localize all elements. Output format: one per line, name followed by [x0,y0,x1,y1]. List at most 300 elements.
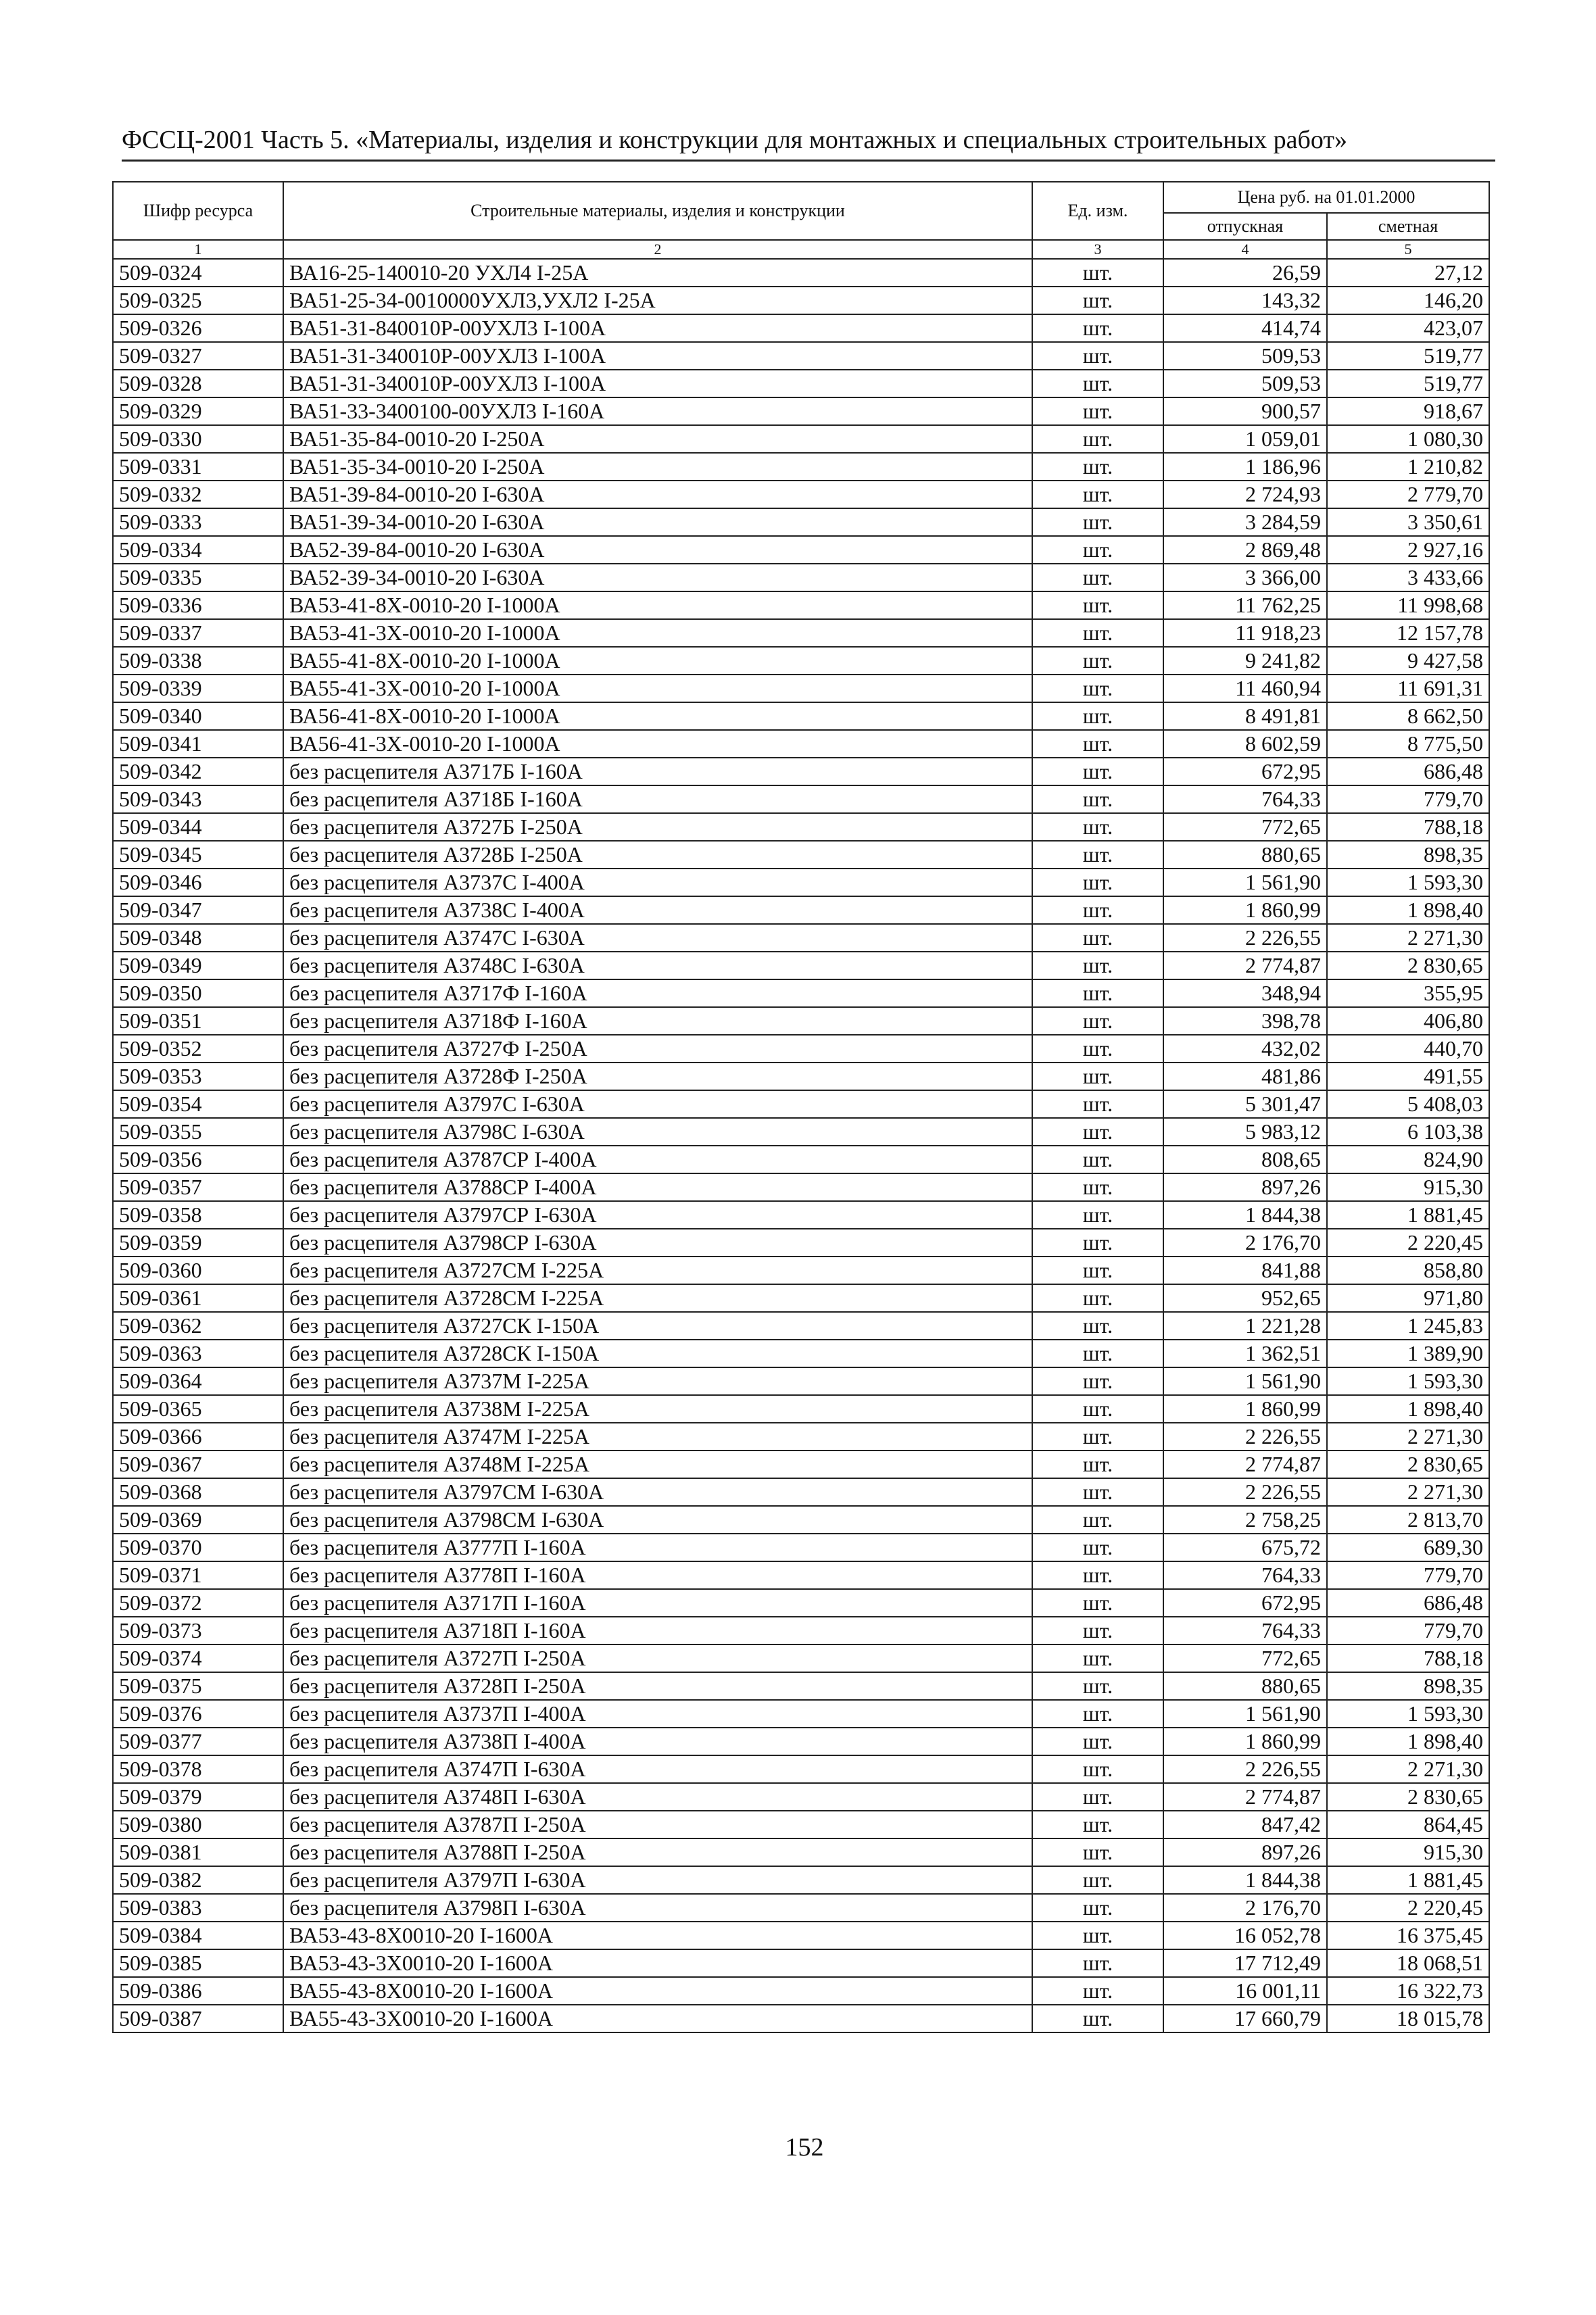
estimate-price-cell: 1 210,82 [1327,453,1489,481]
unit-cell: шт. [1032,758,1163,785]
release-price-cell: 841,88 [1163,1257,1327,1284]
material-name-cell: ВА53-41-3Х-0010-20 I-1000А [283,619,1032,647]
estimate-price-cell: 406,80 [1327,1007,1489,1035]
release-price-cell: 1 221,28 [1163,1312,1327,1340]
material-name-cell: без расцепителя А3778П I-160А [283,1561,1032,1589]
material-name-cell: ВА51-35-84-0010-20 I-250А [283,425,1032,453]
material-name-cell: без расцепителя А3788СР I-400А [283,1173,1032,1201]
release-price-cell: 1 186,96 [1163,453,1327,481]
estimate-price-cell: 2 830,65 [1327,1783,1489,1811]
estimate-price-cell: 1 898,40 [1327,1395,1489,1423]
table-row [113,1949,1489,1977]
resource-code-cell: 509-0371 [113,1561,283,1589]
material-name-cell: без расцепителя А3717Б I-160А [283,758,1032,785]
table-row [113,1977,1489,2005]
estimate-price-cell: 5 408,03 [1327,1090,1489,1118]
release-price-cell: 772,65 [1163,813,1327,841]
resource-code-cell: 509-0372 [113,1589,283,1617]
resource-code-cell: 509-0355 [113,1118,283,1146]
unit-cell: шт. [1032,979,1163,1007]
material-name-cell: без расцепителя А3798СМ I-630А [283,1506,1032,1534]
resource-code-cell: 509-0385 [113,1949,283,1977]
unit-cell: шт. [1032,1395,1163,1423]
table-row [113,259,1489,287]
release-price-cell: 1 844,38 [1163,1201,1327,1229]
release-price-cell: 5 301,47 [1163,1090,1327,1118]
estimate-price-cell: 519,77 [1327,342,1489,370]
table-row [113,1063,1489,1090]
resource-code-cell: 509-0345 [113,841,283,869]
resource-code-cell: 509-0358 [113,1201,283,1229]
table-row [113,1090,1489,1118]
unit-cell: шт. [1032,1949,1163,1977]
release-price-cell: 900,57 [1163,397,1327,425]
material-name-cell: без расцепителя А3797СМ I-630А [283,1478,1032,1506]
table-row [113,1506,1489,1534]
material-name-cell: без расцепителя А3797СР I-630А [283,1201,1032,1229]
estimate-price-cell: 1 593,30 [1327,869,1489,896]
table-row [113,1534,1489,1561]
table-row [113,1284,1489,1312]
material-name-cell: без расцепителя А3718Б I-160А [283,785,1032,813]
estimate-price-cell: 1 593,30 [1327,1367,1489,1395]
resource-code-cell: 509-0331 [113,453,283,481]
resource-code-cell: 509-0374 [113,1644,283,1672]
release-price-cell: 17 712,49 [1163,1949,1327,1977]
table-row [113,481,1489,508]
resource-code-cell: 509-0350 [113,979,283,1007]
material-name-cell: ВА56-41-8Х-0010-20 I-1000А [283,702,1032,730]
resource-code-cell: 509-0344 [113,813,283,841]
header-release-price: отпускная [1163,213,1327,240]
estimate-price-cell: 779,70 [1327,1617,1489,1644]
table-row [113,1257,1489,1284]
material-name-cell: ВА56-41-3Х-0010-20 I-1000А [283,730,1032,758]
unit-cell: шт. [1032,370,1163,397]
resource-code-cell: 509-0376 [113,1700,283,1728]
estimate-price-cell: 971,80 [1327,1284,1489,1312]
resource-code-cell: 509-0365 [113,1395,283,1423]
estimate-price-cell: 2 220,45 [1327,1229,1489,1257]
estimate-price-cell: 18 015,78 [1327,2005,1489,2032]
resource-code-cell: 509-0348 [113,924,283,952]
resource-code-cell: 509-0333 [113,508,283,536]
table-row [113,924,1489,952]
unit-cell: шт. [1032,1451,1163,1478]
resource-code-cell: 509-0325 [113,287,283,314]
release-price-cell: 2 774,87 [1163,952,1327,979]
release-price-cell: 2 758,25 [1163,1506,1327,1534]
material-name-cell: ВА51-31-340010Р-00УХЛ3 I-100А [283,342,1032,370]
resource-code-cell: 509-0332 [113,481,283,508]
unit-cell: шт. [1032,397,1163,425]
header-unit: Ед. изм. [1032,182,1163,240]
material-name-cell: без расцепителя А3798С I-630А [283,1118,1032,1146]
release-price-cell: 772,65 [1163,1644,1327,1672]
release-price-cell: 348,94 [1163,979,1327,1007]
table-row [113,1561,1489,1589]
release-price-cell: 2 774,87 [1163,1783,1327,1811]
estimate-price-cell: 1 881,45 [1327,1201,1489,1229]
resource-code-cell: 509-0370 [113,1534,283,1561]
resource-code-cell: 509-0351 [113,1007,283,1035]
estimate-price-cell: 1 593,30 [1327,1700,1489,1728]
release-price-cell: 5 983,12 [1163,1118,1327,1146]
resource-code-cell: 509-0369 [113,1506,283,1534]
material-name-cell: без расцепителя А3747П I-630А [283,1755,1032,1783]
table-row [113,287,1489,314]
table-row [113,1894,1489,1922]
material-name-cell: без расцепителя А3728СК I-150А [283,1340,1032,1367]
table-row [113,841,1489,869]
table-row [113,785,1489,813]
release-price-cell: 764,33 [1163,1617,1327,1644]
material-name-cell: без расцепителя А3737С I-400А [283,869,1032,896]
unit-cell: шт. [1032,785,1163,813]
release-price-cell: 2 226,55 [1163,1478,1327,1506]
material-name-cell: без расцепителя А3728Ф I-250А [283,1063,1032,1090]
unit-cell: шт. [1032,730,1163,758]
material-name-cell: ВА55-43-8Х0010-20 I-1600А [283,1977,1032,2005]
release-price-cell: 764,33 [1163,785,1327,813]
unit-cell: шт. [1032,1284,1163,1312]
table-row [113,702,1489,730]
table-row [113,508,1489,536]
unit-cell: шт. [1032,1561,1163,1589]
material-name-cell: ВА51-33-3400100-00УХЛ3 I-160А [283,397,1032,425]
resource-code-cell: 509-0383 [113,1894,283,1922]
table-row [113,1811,1489,1838]
release-price-cell: 2 869,48 [1163,536,1327,564]
material-name-cell: без расцепителя А3727Ф I-250А [283,1035,1032,1063]
resource-code-cell: 509-0367 [113,1451,283,1478]
release-price-cell: 672,95 [1163,758,1327,785]
estimate-price-cell: 2 271,30 [1327,924,1489,952]
material-name-cell: без расцепителя А3787П I-250А [283,1811,1032,1838]
material-name-cell: без расцепителя А3728СМ I-225А [283,1284,1032,1312]
table-row [113,952,1489,979]
unit-cell: шт. [1032,1173,1163,1201]
material-name-cell: ВА52-39-34-0010-20 I-630А [283,564,1032,591]
estimate-price-cell: 915,30 [1327,1173,1489,1201]
release-price-cell: 2 774,87 [1163,1451,1327,1478]
resource-code-cell: 509-0357 [113,1173,283,1201]
resource-code-cell: 509-0354 [113,1090,283,1118]
estimate-price-cell: 423,07 [1327,314,1489,342]
resource-code-cell: 509-0359 [113,1229,283,1257]
release-price-cell: 672,95 [1163,1589,1327,1617]
unit-cell: шт. [1032,619,1163,647]
unit-cell: шт. [1032,1866,1163,1894]
release-price-cell: 808,65 [1163,1146,1327,1173]
table-row [113,1866,1489,1894]
resource-code-cell: 509-0379 [113,1783,283,1811]
resource-code-cell: 509-0342 [113,758,283,785]
material-name-cell: без расцепителя А3747М I-225А [283,1423,1032,1451]
estimate-price-cell: 1 898,40 [1327,896,1489,924]
unit-cell: шт. [1032,675,1163,702]
estimate-price-cell: 2 830,65 [1327,952,1489,979]
unit-cell: шт. [1032,287,1163,314]
material-name-cell: без расцепителя А3748С I-630А [283,952,1032,979]
material-name-cell: без расцепителя А3748П I-630А [283,1783,1032,1811]
table-row [113,1312,1489,1340]
table-row [113,1755,1489,1783]
table-row [113,813,1489,841]
unit-cell: шт. [1032,1312,1163,1340]
unit-cell: шт. [1032,1700,1163,1728]
resource-code-cell: 509-0336 [113,591,283,619]
estimate-price-cell: 1 080,30 [1327,425,1489,453]
resource-code-cell: 509-0346 [113,869,283,896]
estimate-price-cell: 11 998,68 [1327,591,1489,619]
table-row [113,1229,1489,1257]
table-row [113,1617,1489,1644]
table-row [113,591,1489,619]
table-row [113,1838,1489,1866]
header-price-group: Цена руб. на 01.01.2000 [1163,182,1489,213]
release-price-cell: 2 226,55 [1163,924,1327,952]
table-row [113,1340,1489,1367]
estimate-price-cell: 1 898,40 [1327,1728,1489,1755]
header-name: Строительные материалы, изделия и конструкции [283,182,1032,240]
resource-code-cell: 509-0352 [113,1035,283,1063]
material-name-cell: без расцепителя А3798СР I-630А [283,1229,1032,1257]
unit-cell: шт. [1032,1229,1163,1257]
column-number: 1 [113,240,283,259]
resource-code-cell: 509-0373 [113,1617,283,1644]
estimate-price-cell: 8 775,50 [1327,730,1489,758]
unit-cell: шт. [1032,813,1163,841]
release-price-cell: 16 001,11 [1163,1977,1327,2005]
unit-cell: шт. [1032,1617,1163,1644]
unit-cell: шт. [1032,2005,1163,2032]
header-code: Шифр ресурса [113,182,283,240]
material-name-cell: ВА51-25-34-0010000УХЛ3,УХЛ2 I-25А [283,287,1032,314]
release-price-cell: 11 918,23 [1163,619,1327,647]
unit-cell: шт. [1032,1367,1163,1395]
unit-cell: шт. [1032,1007,1163,1035]
estimate-price-cell: 3 350,61 [1327,508,1489,536]
material-name-cell: без расцепителя А3738П I-400А [283,1728,1032,1755]
material-name-cell: ВА51-31-840010Р-00УХЛ3 I-100А [283,314,1032,342]
document-header-title: ФССЦ-2001 Часть 5. «Материалы, изделия и конструкции для монтажных и специальных строительных работ» [122,126,1347,154]
unit-cell: шт. [1032,314,1163,342]
estimate-price-cell: 2 271,30 [1327,1478,1489,1506]
unit-cell: шт. [1032,1090,1163,1118]
resource-code-cell: 509-0360 [113,1257,283,1284]
resource-code-cell: 509-0381 [113,1838,283,1866]
material-name-cell: без расцепителя А3738С I-400А [283,896,1032,924]
resource-code-cell: 509-0368 [113,1478,283,1506]
table-row [113,1146,1489,1173]
table-row [113,979,1489,1007]
release-price-cell: 143,32 [1163,287,1327,314]
release-price-cell: 847,42 [1163,1811,1327,1838]
unit-cell: шт. [1032,1201,1163,1229]
table-row [113,1118,1489,1146]
estimate-price-cell: 2 220,45 [1327,1894,1489,1922]
table-row [113,1035,1489,1063]
table-row [113,1700,1489,1728]
material-name-cell: без расцепителя А3718Ф I-160А [283,1007,1032,1035]
table-row [113,1395,1489,1423]
unit-cell: шт. [1032,1340,1163,1367]
unit-cell: шт. [1032,425,1163,453]
column-number-row [113,240,1489,259]
unit-cell: шт. [1032,1838,1163,1866]
material-name-cell: без расцепителя А3737М I-225А [283,1367,1032,1395]
resource-code-cell: 509-0347 [113,896,283,924]
material-name-cell: без расцепителя А3788П I-250А [283,1838,1032,1866]
release-price-cell: 26,59 [1163,259,1327,287]
unit-cell: шт. [1032,702,1163,730]
resource-code-cell: 509-0366 [113,1423,283,1451]
unit-cell: шт. [1032,1506,1163,1534]
estimate-price-cell: 915,30 [1327,1838,1489,1866]
table-row [113,397,1489,425]
table-row [113,647,1489,675]
unit-cell: шт. [1032,1423,1163,1451]
unit-cell: шт. [1032,896,1163,924]
unit-cell: шт. [1032,841,1163,869]
estimate-price-cell: 779,70 [1327,1561,1489,1589]
price-table [112,181,1490,2033]
estimate-price-cell: 2 271,30 [1327,1755,1489,1783]
material-name-cell: без расцепителя А3797С I-630А [283,1090,1032,1118]
material-name-cell: ВА53-43-8Х0010-20 I-1600А [283,1922,1032,1949]
header-divider [122,160,1495,162]
material-name-cell: без расцепителя А3727П I-250А [283,1644,1032,1672]
material-name-cell: без расцепителя А3717П I-160А [283,1589,1032,1617]
estimate-price-cell: 898,35 [1327,841,1489,869]
estimate-price-cell: 27,12 [1327,259,1489,287]
material-name-cell: без расцепителя А3747С I-630А [283,924,1032,952]
estimate-price-cell: 8 662,50 [1327,702,1489,730]
release-price-cell: 1 860,99 [1163,1395,1327,1423]
table-row [113,1922,1489,1949]
resource-code-cell: 509-0334 [113,536,283,564]
estimate-price-cell: 788,18 [1327,1644,1489,1672]
estimate-price-cell: 9 427,58 [1327,647,1489,675]
release-price-cell: 8 602,59 [1163,730,1327,758]
release-price-cell: 17 660,79 [1163,2005,1327,2032]
table-row [113,536,1489,564]
release-price-cell: 16 052,78 [1163,1922,1327,1949]
estimate-price-cell: 16 322,73 [1327,1977,1489,2005]
resource-code-cell: 509-0362 [113,1312,283,1340]
price-table-body [113,259,1489,2032]
column-number: 2 [283,240,1032,259]
release-price-cell: 2 724,93 [1163,481,1327,508]
release-price-cell: 414,74 [1163,314,1327,342]
unit-cell: шт. [1032,869,1163,896]
release-price-cell: 880,65 [1163,1672,1327,1700]
table-row [113,1423,1489,1451]
resource-code-cell: 509-0384 [113,1922,283,1949]
table-row [113,1173,1489,1201]
release-price-cell: 1 059,01 [1163,425,1327,453]
column-number: 3 [1032,240,1163,259]
material-name-cell: ВА55-41-8Х-0010-20 I-1000А [283,647,1032,675]
resource-code-cell: 509-0387 [113,2005,283,2032]
estimate-price-cell: 788,18 [1327,813,1489,841]
table-row [113,758,1489,785]
resource-code-cell: 509-0327 [113,342,283,370]
unit-cell: шт. [1032,1035,1163,1063]
material-name-cell: без расцепителя А3728Б I-250А [283,841,1032,869]
resource-code-cell: 509-0364 [113,1367,283,1395]
release-price-cell: 11 762,25 [1163,591,1327,619]
material-name-cell: без расцепителя А3718П I-160А [283,1617,1032,1644]
unit-cell: шт. [1032,1811,1163,1838]
table-row [113,1728,1489,1755]
table-row [113,869,1489,896]
estimate-price-cell: 491,55 [1327,1063,1489,1090]
unit-cell: шт. [1032,508,1163,536]
estimate-price-cell: 2 813,70 [1327,1506,1489,1534]
unit-cell: шт. [1032,536,1163,564]
estimate-price-cell: 779,70 [1327,785,1489,813]
material-name-cell: без расцепителя А3738М I-225А [283,1395,1032,1423]
release-price-cell: 3 284,59 [1163,508,1327,536]
table-row [113,619,1489,647]
material-name-cell: без расцепителя А3727СК I-150А [283,1312,1032,1340]
material-name-cell: без расцепителя А3717Ф I-160А [283,979,1032,1007]
unit-cell: шт. [1032,259,1163,287]
estimate-price-cell: 18 068,51 [1327,1949,1489,1977]
resource-code-cell: 509-0343 [113,785,283,813]
table-row [113,453,1489,481]
material-name-cell: ВА51-35-34-0010-20 I-250А [283,453,1032,481]
estimate-price-cell: 146,20 [1327,287,1489,314]
resource-code-cell: 509-0378 [113,1755,283,1783]
release-price-cell: 9 241,82 [1163,647,1327,675]
column-number: 5 [1327,240,1489,259]
release-price-cell: 1 860,99 [1163,1728,1327,1755]
unit-cell: шт. [1032,1783,1163,1811]
resource-code-cell: 509-0363 [113,1340,283,1367]
material-name-cell: без расцепителя А3787СР I-400А [283,1146,1032,1173]
material-name-cell: без расцепителя А3798П I-630А [283,1894,1032,1922]
unit-cell: шт. [1032,647,1163,675]
release-price-cell: 509,53 [1163,342,1327,370]
unit-cell: шт. [1032,564,1163,591]
release-price-cell: 481,86 [1163,1063,1327,1090]
table-row [113,314,1489,342]
release-price-cell: 1 362,51 [1163,1340,1327,1367]
unit-cell: шт. [1032,1534,1163,1561]
release-price-cell: 1 561,90 [1163,1700,1327,1728]
material-name-cell: ВА51-31-340010Р-00УХЛ3 I-100А [283,370,1032,397]
estimate-price-cell: 519,77 [1327,370,1489,397]
release-price-cell: 2 176,70 [1163,1894,1327,1922]
release-price-cell: 1 844,38 [1163,1866,1327,1894]
table-row [113,1644,1489,1672]
table-row [113,730,1489,758]
release-price-cell: 432,02 [1163,1035,1327,1063]
release-price-cell: 897,26 [1163,1173,1327,1201]
estimate-price-cell: 689,30 [1327,1534,1489,1561]
resource-code-cell: 509-0324 [113,259,283,287]
unit-cell: шт. [1032,1894,1163,1922]
resource-code-cell: 509-0340 [113,702,283,730]
release-price-cell: 1 561,90 [1163,869,1327,896]
unit-cell: шт. [1032,1755,1163,1783]
release-price-cell: 11 460,94 [1163,675,1327,702]
release-price-cell: 1 860,99 [1163,896,1327,924]
release-price-cell: 897,26 [1163,1838,1327,1866]
